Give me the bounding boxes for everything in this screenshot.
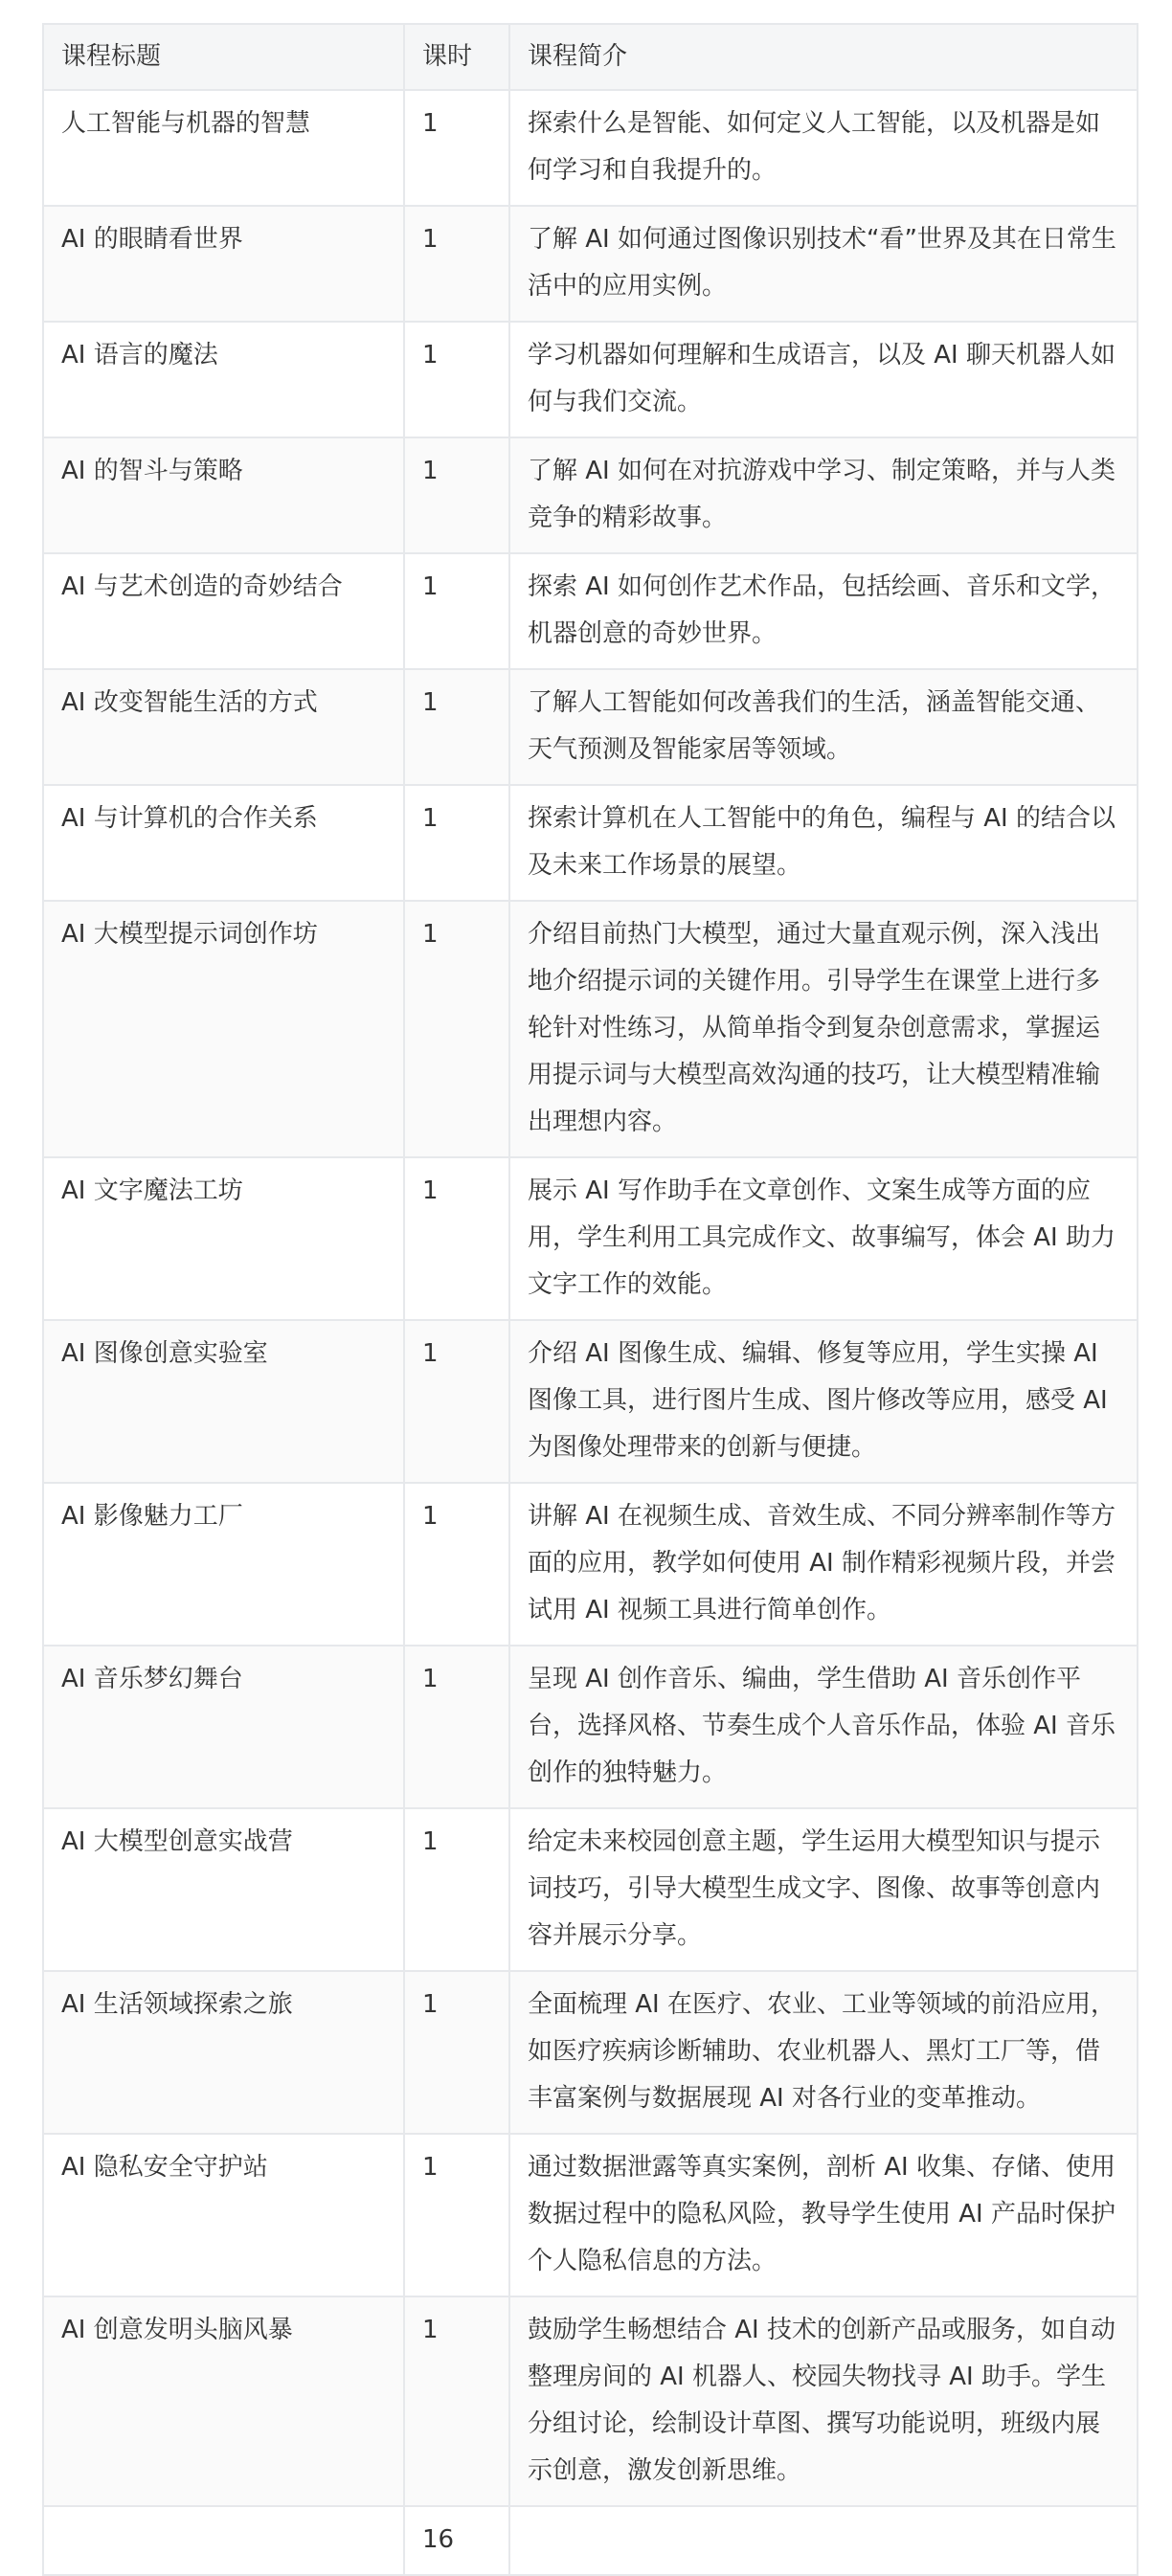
course-hours-cell: 1 [404,785,509,901]
course-description-cell: 展示 AI 写作助手在文章创作、文案生成等方面的应用，学生利用工具完成作文、故事编写，体会 AI 助力文字工作的效能。 [509,1157,1138,1320]
table-row [43,901,1138,1157]
course-description-cell: 通过数据泄露等真实案例，剖析 AI 收集、存储、使用数据过程中的隐私风险，教导学生使用 AI 产品时保护个人隐私信息的方法。 [509,2134,1138,2296]
course-title-cell: AI 的眼睛看世界 [43,206,404,322]
course-hours-cell: 1 [404,2296,509,2506]
course-hours-cell: 1 [404,1157,509,1320]
table-row [43,1157,1138,1320]
course-description-cell: 鼓励学生畅想结合 AI 技术的创新产品或服务，如自动整理房间的 AI 机器人、校园失物找寻 AI 助手。学生分组讨论，绘制设计草图、撰写功能说明，班级内展示创意，激发创新思维。 [509,2296,1138,2506]
course-title-cell: AI 隐私安全守护站 [43,2134,404,2296]
header-hours: 课时 [404,24,509,90]
course-hours-cell: 1 [404,206,509,322]
table-row [43,669,1138,785]
total-title-cell [43,2506,404,2575]
table-row [43,2134,1138,2296]
course-title-cell: AI 生活领域探索之旅 [43,1971,404,2134]
course-description-cell: 探索计算机在人工智能中的角色，编程与 AI 的结合以及未来工作场景的展望。 [509,785,1138,901]
course-table [42,23,1138,2576]
course-title-cell: AI 大模型提示词创作坊 [43,901,404,1157]
total-hours-cell: 16 [404,2506,509,2575]
course-description-cell: 了解人工智能如何改善我们的生活，涵盖智能交通、天气预测及智能家居等领域。 [509,669,1138,785]
course-description-cell: 探索 AI 如何创作艺术作品，包括绘画、音乐和文学，机器创意的奇妙世界。 [509,553,1138,669]
table-row [43,206,1138,322]
course-hours-cell: 1 [404,2134,509,2296]
course-hours-cell: 1 [404,1483,509,1646]
course-hours-cell: 1 [404,437,509,553]
table-header-row [43,24,1138,90]
course-title-cell: AI 图像创意实验室 [43,1320,404,1483]
course-hours-cell: 1 [404,322,509,437]
course-hours-cell: 1 [404,1808,509,1971]
table-body [43,90,1138,2575]
total-description-cell [509,2506,1138,2575]
course-title-cell: AI 与计算机的合作关系 [43,785,404,901]
course-title-cell: AI 语言的魔法 [43,322,404,437]
course-description-cell: 学习机器如何理解和生成语言，以及 AI 聊天机器人如何与我们交流。 [509,322,1138,437]
course-hours-cell: 1 [404,1646,509,1808]
course-title-cell: AI 大模型创意实战营 [43,1808,404,1971]
course-description-cell: 了解 AI 如何通过图像识别技术“看”世界及其在日常生活中的应用实例。 [509,206,1138,322]
course-description-cell: 介绍目前热门大模型，通过大量直观示例，深入浅出地介绍提示词的关键作用。引导学生在课堂上进行多轮针对性练习，从简单指令到复杂创意需求，掌握运用提示词与大模型高效沟通的技巧，让大模型精准输出理想内容。 [509,901,1138,1157]
header-course-description: 课程简介 [509,24,1138,90]
course-hours-cell: 1 [404,901,509,1157]
table-row [43,322,1138,437]
course-description-cell: 呈现 AI 创作音乐、编曲，学生借助 AI 音乐创作平台，选择风格、节奏生成个人音乐作品，体验 AI 音乐创作的独特魅力。 [509,1646,1138,1808]
course-title-cell: AI 的智斗与策略 [43,437,404,553]
table-row [43,1483,1138,1646]
table-row [43,1646,1138,1808]
course-title-cell: AI 文字魔法工坊 [43,1157,404,1320]
total-row [43,2506,1138,2575]
table-row [43,90,1138,206]
table-row [43,553,1138,669]
course-description-cell: 探索什么是智能、如何定义人工智能，以及机器是如何学习和自我提升的。 [509,90,1138,206]
course-title-cell: AI 影像魅力工厂 [43,1483,404,1646]
course-title-cell: AI 与艺术创造的奇妙结合 [43,553,404,669]
course-hours-cell: 1 [404,553,509,669]
course-table-container [42,23,1137,2576]
course-hours-cell: 1 [404,1320,509,1483]
table-row [43,1320,1138,1483]
course-title-cell: 人工智能与机器的智慧 [43,90,404,206]
table-row [43,437,1138,553]
course-description-cell: 全面梳理 AI 在医疗、农业、工业等领域的前沿应用，如医疗疾病诊断辅助、农业机器人、黑灯工厂等，借丰富案例与数据展现 AI 对各行业的变革推动。 [509,1971,1138,2134]
table-row [43,785,1138,901]
table-row [43,1971,1138,2134]
course-description-cell: 了解 AI 如何在对抗游戏中学习、制定策略，并与人类竞争的精彩故事。 [509,437,1138,553]
course-hours-cell: 1 [404,1971,509,2134]
course-hours-cell: 1 [404,669,509,785]
table-row [43,2296,1138,2506]
header-course-title: 课程标题 [43,24,404,90]
course-description-cell: 介绍 AI 图像生成、编辑、修复等应用，学生实操 AI 图像工具，进行图片生成、图片修改等应用，感受 AI 为图像处理带来的创新与便捷。 [509,1320,1138,1483]
course-title-cell: AI 创意发明头脑风暴 [43,2296,404,2506]
course-description-cell: 给定未来校园创意主题，学生运用大模型知识与提示词技巧，引导大模型生成文字、图像、故事等创意内容并展示分享。 [509,1808,1138,1971]
course-title-cell: AI 音乐梦幻舞台 [43,1646,404,1808]
table-row [43,1808,1138,1971]
course-title-cell: AI 改变智能生活的方式 [43,669,404,785]
course-description-cell: 讲解 AI 在视频生成、音效生成、不同分辨率制作等方面的应用，教学如何使用 AI 制作精彩视频片段，并尝试用 AI 视频工具进行简单创作。 [509,1483,1138,1646]
course-hours-cell: 1 [404,90,509,206]
